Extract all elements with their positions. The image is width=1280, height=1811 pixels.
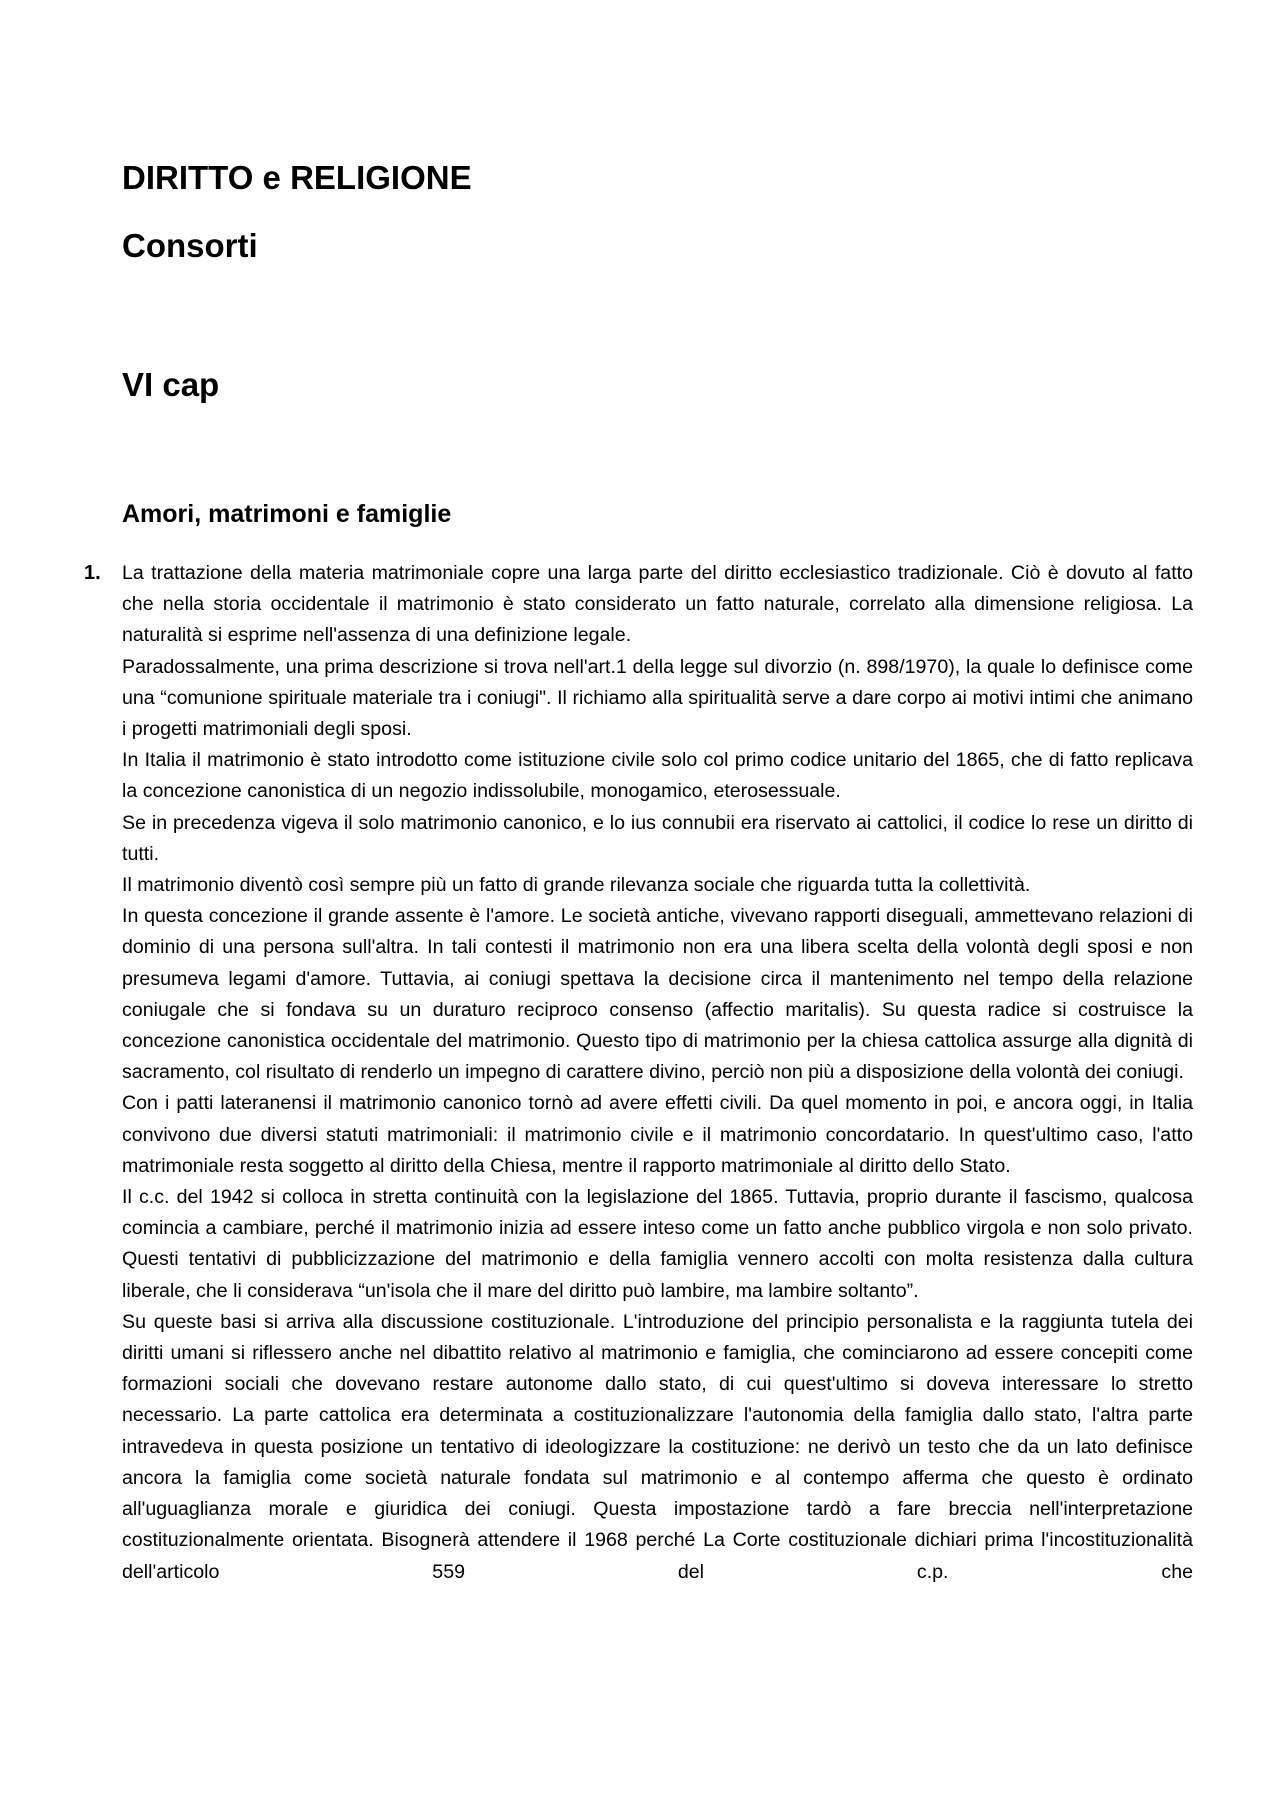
paragraph: Il c.c. del 1942 si colloca in stretta continuità con la legislazione del 1865. Tuttavia, proprio durante il fascismo, qualcosa comincia a cambiare, perché il matrimonio inizia ad essere inteso come un fatto anche pubblico virgola e non solo privato. Questi tentativi di pubblicizzazione del matrimonio e della famiglia vennero accolti con molta resistenza dalla cultura liberale, che li considerava “un'isola che il mare del diritto può lambire, ma lambire soltanto”.: [122, 1186, 1193, 1302]
document-author: Consorti: [122, 227, 258, 264]
section-title: Amori, matrimoni e famiglie: [122, 500, 452, 528]
paragraph: Se in precedenza vigeva il solo matrimonio canonico, e lo ius connubii era riservato ai cattolici, il codice lo rese un diritto di tutti.: [122, 811, 1193, 865]
chapter-heading: VI cap: [122, 366, 220, 403]
paragraph: Su queste basi si arriva alla discussione costituzionale. L'introduzione del principio personalista e la raggiunta tutela dei diritti umani si riflessero anche nel dibattito relativo al matrimonio e famiglia, che cominciarono ad essere concepiti come formazioni sociali che dovevano restare autonome dallo stato, di cui quest'ultimo si doveva interessare lo stretto necessario. La parte cattolica era determinata a costituzionalizzare l'autonomia della famiglia dallo stato, l'altra parte intravedeva in questa posizione un tentativo di ideologizzare la costituzione: ne derivò un testo che da un lato definisce ancora la famiglia come società naturale fondata sul matrimonio e al contempo afferma che questo è ordinato all'uguaglianza morale e giuridica dei coniugi. Questa impostazione tardò a fare breccia nell'interpretazione costituzionalmente orientata. Bisognerà attendere il 1968 perché La Corte costituzionale dichiari prima l'incostituzionalità dell'articolo 559 del c.p. che: [122, 1310, 1193, 1583]
paragraph: Con i patti lateranensi il matrimonio canonico tornò ad avere effetti civili. Da quel momento in poi, e ancora oggi, in Italia convivono due diversi statuti matrimoniali: il matrimonio civile e il matrimonio concordatario. In quest'ultimo caso, l'atto matrimoniale resta soggetto al diritto della Chiesa, mentre il rapporto matrimoniale al diritto dello Stato.: [122, 1092, 1193, 1177]
paragraph: In questa concezione il grande assente è l'amore. Le società antiche, vivevano rapporti diseguali, ammettevano relazioni di dominio di una persona sull'altra. In tali contesti il matrimonio non era una libera scelta della volontà degli sposi e non presumeva legami d'amore. Tuttavia, ai coniugi spettava la decisione circa il mantenimento nel tempo della relazione coniugale che si fondava su un duraturo reciproco consenso (affectio maritalis). Su questa radice si costruisce la concezione canonistica occidentale del matrimonio. Questo tipo di matrimonio per la chiesa cattolica assurge alla dignità di sacramento, col risultato di renderlo un impegno di carattere divino, perciò non più a disposizione della volontà dei coniugi.: [122, 905, 1193, 1084]
section-number: 1.: [84, 562, 101, 584]
paragraph: Paradossalmente, una prima descrizione si trova nell'art.1 della legge sul divorzio (n. 898/1970), la quale lo definisce come una “comunione spirituale materiale tra i coniugi". Il richiamo alla spiritualità serve a dare corpo ai motivi intimi che animano i progetti matrimoniali degli sposi.: [122, 655, 1193, 741]
paragraph: Il matrimonio diventò così sempre più un fatto di grande rilevanza sociale che riguarda tutta la collettività.: [122, 874, 1031, 897]
paragraph: La trattazione della materia matrimoniale copre una larga parte del diritto ecclesiastico tradizionale. Ciò è dovuto al fatto che nella storia occidentale il matrimonio è stato considerato un fatto naturale, correlato alla dimensione religiosa. La naturalità si esprime nell'assenza di una definizione legale.: [122, 562, 1193, 647]
paragraph: In Italia il matrimonio è stato introdotto come istituzione civile solo col primo codice unitario del 1865, che di fatto replicava la concezione canonistica di un negozio indissolubile, monogamico, eterosessuale.: [122, 749, 1193, 803]
document-title: DIRITTO e RELIGIONE: [122, 159, 472, 196]
section-body: [122, 558, 1193, 1588]
